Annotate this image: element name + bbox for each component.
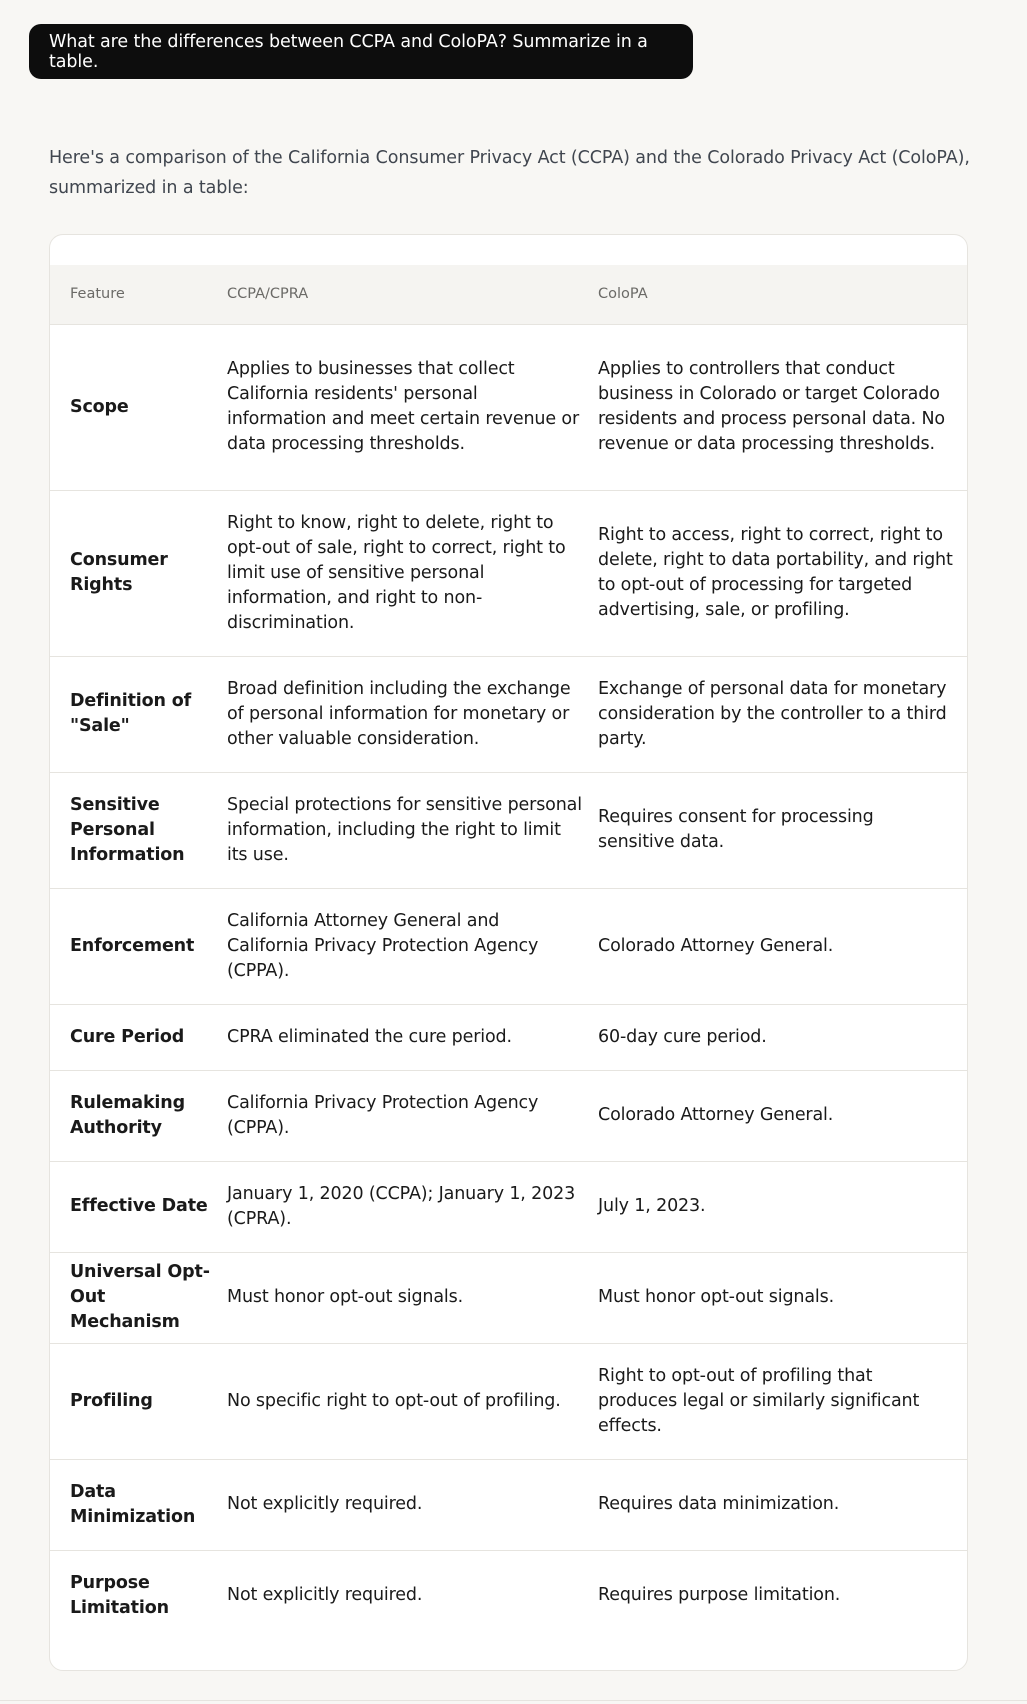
table-row (50, 1070, 967, 1161)
row-feature: Consumer Rights (50, 490, 227, 656)
row-colopa: Exchange of personal data for monetary consideration by the controller to a third party. (598, 656, 967, 772)
row-ccpa: California Attorney General and California Privacy Protection Agency (CPPA). (227, 888, 598, 1004)
bottom-divider (0, 1700, 1027, 1701)
row-colopa: Right to access, right to correct, right to delete, right to data portability, and right to opt-out of processing for targeted advertising, sale, or profiling. (598, 490, 967, 656)
row-ccpa: Special protections for sensitive personal information, including the right to limit its use. (227, 772, 598, 888)
row-colopa: Colorado Attorney General. (598, 1070, 967, 1161)
row-ccpa: No specific right to opt-out of profiling. (227, 1343, 598, 1459)
row-feature: Purpose Limitation (70, 1572, 169, 1618)
comparison-table-card (49, 234, 968, 1671)
row-ccpa: California Privacy Protection Agency (CPPA). (227, 1070, 598, 1161)
row-ccpa: Right to know, right to delete, right to opt-out of sale, right to correct, right to limit use of sensitive personal information, and right to non-discrimination. (227, 490, 598, 656)
table-row (50, 1343, 967, 1459)
row-ccpa: Not explicitly required. (227, 1585, 423, 1606)
row-feature: Sensitive Personal Information (50, 772, 227, 888)
row-feature: Rulemaking Authority (50, 1070, 227, 1161)
row-feature: Definition of "Sale" (50, 656, 227, 772)
user-prompt-text: What are the differences between CCPA and ColoPA? Summarize in a table. (49, 31, 648, 72)
row-feature: Cure Period (50, 1004, 227, 1070)
table-row (50, 888, 967, 1004)
row-feature: Enforcement (50, 888, 227, 1004)
user-prompt-bubble (29, 24, 693, 79)
table-row (50, 1004, 967, 1070)
row-colopa: Must honor opt-out signals. (598, 1252, 967, 1343)
table-row (50, 324, 967, 490)
row-ccpa: Broad definition including the exchange of personal information for monetary or other valuable consideration. (227, 656, 598, 772)
row-feature: Effective Date (50, 1161, 227, 1252)
response-intro: Here's a comparison of the California Consumer Privacy Act (CCPA) and the Colorado Privacy Act (ColoPA), summarized in a table: (49, 148, 970, 198)
row-colopa: Requires purpose limitation. (598, 1585, 841, 1606)
row-feature: Data Minimization (50, 1459, 227, 1550)
header-colopa: ColoPA (598, 265, 967, 324)
row-feature: Scope (50, 324, 227, 490)
row-ccpa: Applies to businesses that collect California residents' personal information and meet certain revenue or data processing thresholds. (227, 324, 598, 490)
table-row (50, 1252, 967, 1343)
header-feature: Feature (50, 265, 227, 324)
comparison-table (50, 265, 967, 1641)
table-row (50, 656, 967, 772)
row-colopa: July 1, 2023. (598, 1161, 967, 1252)
row-colopa: 60-day cure period. (598, 1004, 967, 1070)
table-row (50, 1459, 967, 1550)
table-row (50, 1550, 967, 1641)
row-colopa: Colorado Attorney General. (598, 888, 967, 1004)
row-colopa: Requires consent for processing sensitive data. (598, 772, 967, 888)
table-header-row (50, 265, 967, 324)
row-ccpa: Not explicitly required. (227, 1459, 598, 1550)
row-feature: Profiling (50, 1343, 227, 1459)
row-colopa: Requires data minimization. (598, 1459, 967, 1550)
row-ccpa: January 1, 2020 (CCPA); January 1, 2023 (CPRA). (227, 1161, 598, 1252)
row-feature: Universal Opt-Out Mechanism (50, 1252, 227, 1343)
table-row (50, 772, 967, 888)
row-colopa: Right to opt-out of profiling that produces legal or similarly significant effects. (598, 1343, 967, 1459)
table-row (50, 490, 967, 656)
header-ccpa: CCPA/CPRA (227, 265, 598, 324)
row-ccpa: CPRA eliminated the cure period. (227, 1004, 598, 1070)
row-ccpa: Must honor opt-out signals. (227, 1252, 598, 1343)
row-colopa: Applies to controllers that conduct business in Colorado or target Colorado residents and process personal data. No revenue or data processing thresholds. (598, 324, 967, 490)
table-row (50, 1161, 967, 1252)
